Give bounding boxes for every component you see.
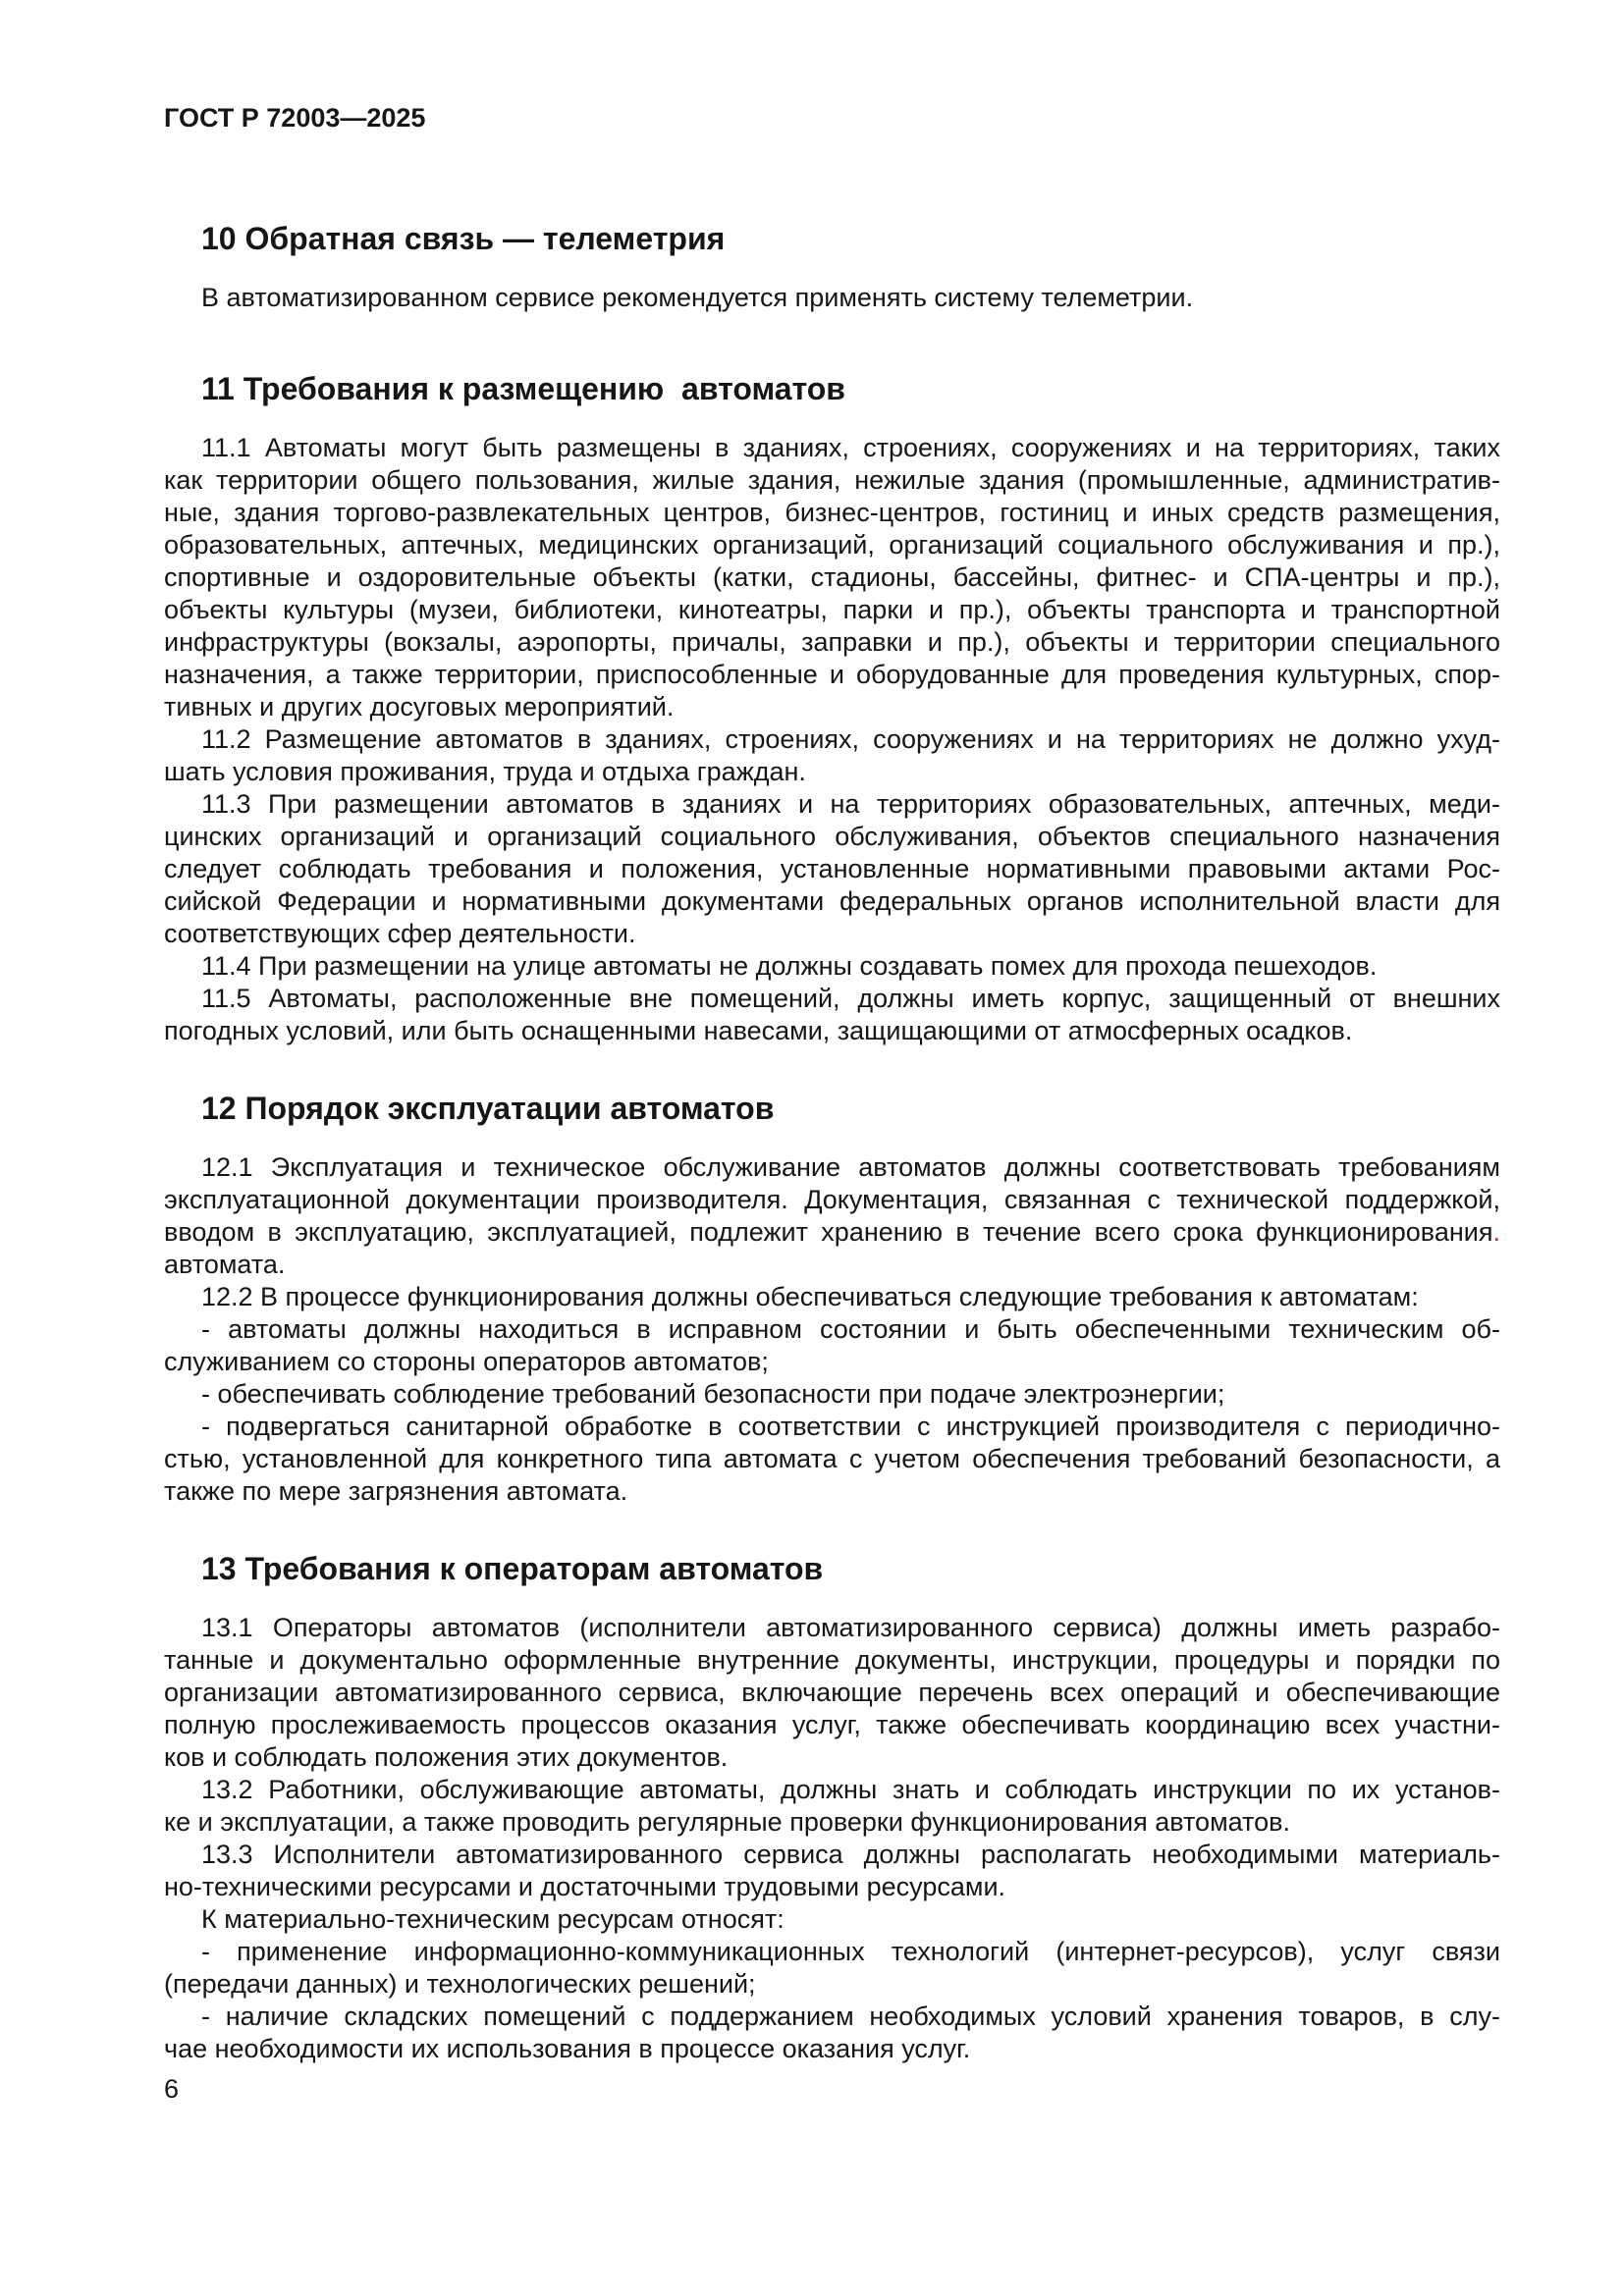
- paragraph-line: (передачи данных) и технологических решений;: [164, 1969, 756, 1999]
- paragraph-line: автомата.: [164, 1250, 286, 1279]
- section-12: [164, 1089, 1500, 1508]
- paragraph-line: ке и эксплуатации, а также проводить регулярные проверки функционирования автоматов.: [164, 1807, 1290, 1837]
- paragraph-line: чае необходимости их использования в процессе оказания услуг.: [164, 2034, 971, 2063]
- paragraph-line: - наличие складских помещений с поддержанием необходимых условий хранения товаров, в слу-: [201, 2002, 1500, 2031]
- paragraph-line: сийской Федерации и нормативными документами федеральных органов исполнительной власти для: [164, 886, 1500, 916]
- paragraph-line: ков и соблюдать положения этих документов.: [164, 1742, 729, 1772]
- paragraph: [164, 950, 1500, 983]
- paragraph-line: погодных условий, или быть оснащенными навесами, защищающими от атмосферных осадков.: [164, 1016, 1353, 1045]
- paragraph-line: 11.2 Размещение автоматов в зданиях, строениях, сооружениях и на территориях не должно ухуд-: [201, 724, 1500, 754]
- paragraph: [164, 723, 1500, 788]
- paragraph: [164, 2001, 1500, 2065]
- paragraph: [164, 1281, 1500, 1313]
- section-10: [164, 219, 1500, 314]
- paragraph: [164, 788, 1500, 950]
- paragraph: [164, 1839, 1500, 1903]
- paragraph-line: стью, установленной для конкретного типа автомата с учетом обеспечения требований безопасности, а: [164, 1444, 1500, 1473]
- paragraph-line: тивных и других досуговых мероприятий.: [164, 692, 675, 721]
- paragraph-line: полную прослеживаемость процессов оказания услуг, также обеспечивать координацию всех участни-: [164, 1710, 1500, 1739]
- paragraph-line: 13.3 Исполнители автоматизированного сервиса должны располагать необходимыми материаль-: [201, 1840, 1500, 1869]
- paragraph-line: ные, здания торгово-развлекательных центров, бизнес-центров, гостиниц и иных средств размещения,: [164, 498, 1500, 527]
- page-number: 6: [164, 2074, 180, 2104]
- paragraph-line: В автоматизированном сервисе рекомендуется применять систему телеметрии.: [201, 283, 1194, 312]
- paragraph-line: эксплуатационной документации производителя. Документация, связанная с технической поддержкой,: [164, 1185, 1500, 1214]
- paragraph-line: объекты культуры (музеи, библиотеки, кинотеатры, парки и пр.), объекты транспорта и транспортной: [164, 595, 1500, 624]
- section-13: [164, 1549, 1500, 2065]
- paragraph-line: К материально-техническим ресурсам относят:: [201, 1904, 785, 1934]
- paragraph-line: шать условия проживания, труда и отдыха граждан.: [164, 757, 806, 786]
- paragraph-line: также по мере загрязнения автомата.: [164, 1476, 628, 1506]
- paragraph: [164, 1774, 1500, 1839]
- section-11: [164, 369, 1500, 1047]
- paragraph-line: 11.4 При размещении на улице автоматы не должны создавать помех для прохода пешеходов.: [201, 951, 1378, 981]
- section-heading: 12 Порядок эксплуатации автоматов: [201, 1091, 775, 1126]
- paragraph-line: инфраструктуры (вокзалы, аэропорты, причалы, заправки и пр.), объекты и территории специального: [164, 627, 1500, 657]
- paragraph: [164, 1903, 1500, 1936]
- paragraph: [164, 1151, 1500, 1281]
- paragraph: [164, 983, 1500, 1047]
- paragraph-line: - автоматы должны находиться в исправном состоянии и быть обеспеченными техническим об-: [201, 1314, 1500, 1344]
- paragraph: [164, 432, 1500, 723]
- paragraph-line: 11.1 Автоматы могут быть размещены в зданиях, строениях, сооружениях и на территориях, таких: [201, 433, 1500, 462]
- paragraph: [164, 1313, 1500, 1378]
- accent-period: .: [1492, 1217, 1500, 1247]
- paragraph-line: 12.1 Эксплуатация и техническое обслуживание автоматов должны соответствовать требованиям: [201, 1152, 1500, 1182]
- paragraph-line: цинских организаций и организаций социального обслуживания, объектов специального назначения: [164, 822, 1500, 851]
- document-body: [164, 219, 1500, 2065]
- paragraph: [164, 1612, 1500, 1774]
- paragraph-line: 12.2 В процессе функционирования должны обеспечиваться следующие требования к автоматам:: [201, 1282, 1419, 1311]
- paragraph-line: танные и документально оформленные внутренние документы, инструкции, процедуры и порядки по: [164, 1645, 1500, 1675]
- paragraph-line: 11.3 При размещении автоматов в зданиях и на территориях образовательных, аптечных, меди-: [201, 789, 1500, 819]
- paragraph: [164, 282, 1500, 314]
- paragraph-line: [164, 1216, 1500, 1249]
- paragraph-line: 11.5 Автоматы, расположенные вне помещений, должны иметь корпус, защищенный от внешних: [201, 984, 1500, 1013]
- paragraph-line: следует соблюдать требования и положения, установленные нормативными правовыми актами Рос-: [164, 854, 1500, 883]
- paragraph-line: - подвергаться санитарной обработке в соответствии с инструкцией производителя с периодично-: [201, 1412, 1500, 1441]
- paragraph-line: соответствующих сфер деятельности.: [164, 919, 636, 948]
- paragraph-line: но-техническими ресурсами и достаточными трудовыми ресурсами.: [164, 1872, 1006, 1901]
- paragraph-line: служиванием со стороны операторов автоматов;: [164, 1347, 769, 1376]
- paragraph-line: как территории общего пользования, жилые здания, нежилые здания (промышленные, административ-: [164, 465, 1500, 495]
- paragraph-line: образовательных, аптечных, медицинских организаций, организаций социального обслуживания и пр.),: [164, 530, 1500, 560]
- paragraph-line: - применение информационно-коммуникационных технологий (интернет-ресурсов), услуг связи: [201, 1937, 1500, 1966]
- paragraph-line: 13.1 Операторы автоматов (исполнители автоматизированного сервиса) должны иметь разрабо-: [201, 1613, 1500, 1642]
- paragraph: [164, 1411, 1500, 1508]
- paragraph-line: спортивные и оздоровительные объекты (катки, стадионы, бассейны, фитнес- и СПА-центры и пр.),: [164, 562, 1500, 592]
- paragraph-line: - обеспечивать соблюдение требований безопасности при подаче электроэнергии;: [201, 1379, 1225, 1409]
- paragraph: [164, 1378, 1500, 1411]
- paragraph-line: назначения, а также территории, приспособленные и оборудованные для проведения культурных, спор-: [164, 660, 1500, 689]
- paragraph-line: 13.2 Работники, обслуживающие автоматы, должны знать и соблюдать инструкции по их установ-: [201, 1775, 1500, 1804]
- section-heading: 10 Обратная связь — телеметрия: [201, 221, 726, 256]
- paragraph-line: организации автоматизированного сервиса, включающие перечень всех операций и обеспечивающие: [164, 1678, 1500, 1707]
- line-text: вводом в эксплуатацию, эксплуатацией, подлежит хранению в течение всего срока функционирования: [164, 1217, 1493, 1247]
- paragraph: [164, 1936, 1500, 2001]
- section-heading: 11 Требования к размещению автоматов: [201, 371, 845, 406]
- document-header-title: ГОСТ Р 72003—2025: [164, 103, 426, 133]
- section-heading: 13 Требования к операторам автоматов: [201, 1551, 824, 1586]
